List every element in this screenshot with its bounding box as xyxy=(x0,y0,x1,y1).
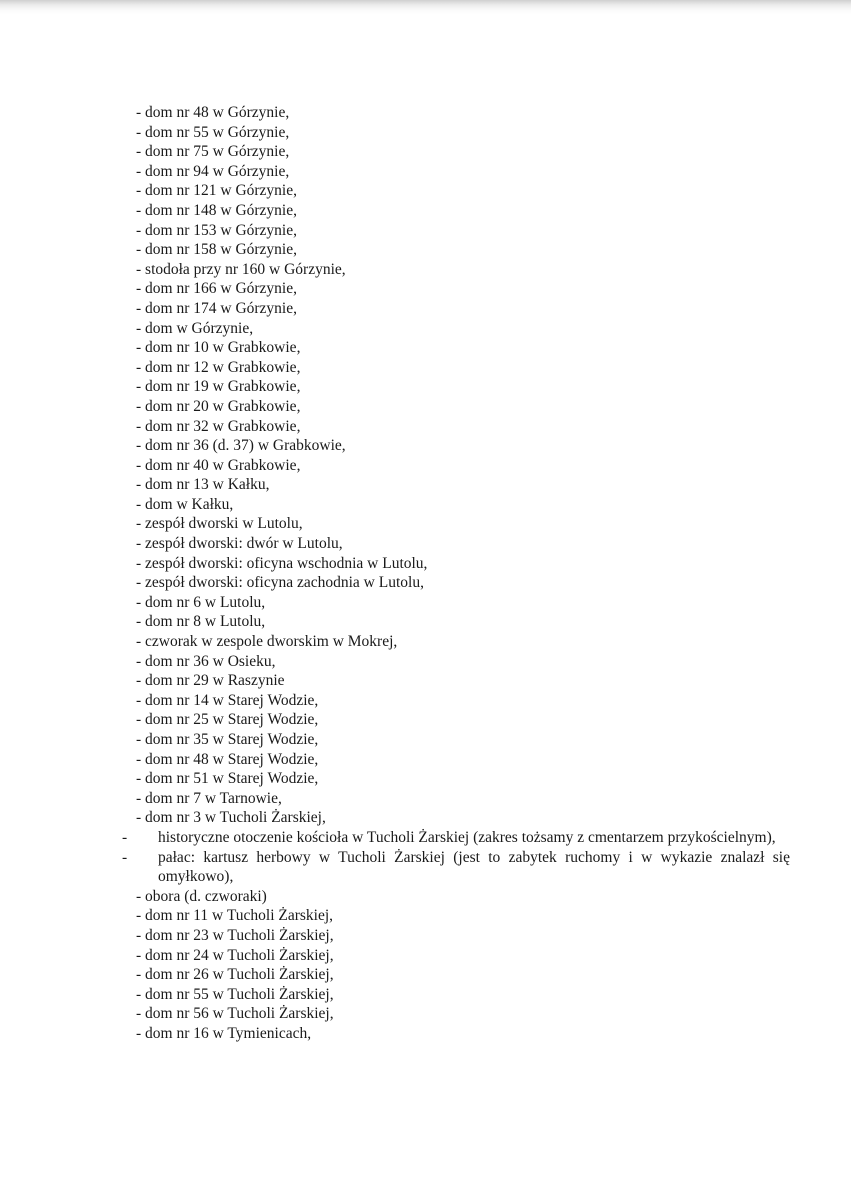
list-item: - dom nr 11 w Tucholi Żarskiej, xyxy=(136,907,334,925)
scan-top-edge xyxy=(0,0,851,14)
list-item: - czworak w zespole dworskim w Mokrej, xyxy=(136,633,398,651)
list-item-wrapped xyxy=(122,848,790,887)
list-item: - dom nr 14 w Starej Wodzie, xyxy=(136,691,319,709)
list-dash: - xyxy=(122,828,128,846)
list-item: - dom nr 36 w Osieku, xyxy=(136,652,276,670)
list-item: - dom nr 13 w Kałku, xyxy=(136,476,270,494)
list-item: - dom nr 35 w Starej Wodzie, xyxy=(136,731,319,748)
list-item: - dom nr 36 (d. 37) w Grabkowie, xyxy=(136,437,346,455)
list-item-text: pałac: kartusz herbowy w Tucholi Żarskiej (jest to zabytek ruchomy i w wykazie znalazł się omyłkowo), xyxy=(158,848,790,886)
list-item: - zespół dworski w Lutolu, xyxy=(136,515,303,533)
list-item: - dom nr 16 w Tymienicach, xyxy=(136,1024,312,1042)
list-item: - dom w Kałku, xyxy=(136,495,234,513)
list-item: - dom nr 8 w Lutolu, xyxy=(136,613,266,631)
list-item: - dom nr 25 w Starej Wodzie, xyxy=(136,711,319,729)
monument-list xyxy=(122,103,790,1044)
list-item: - zespół dworski: oficyna zachodnia w Lutolu, xyxy=(136,574,424,592)
list-item: - dom nr 6 w Lutolu, xyxy=(136,593,266,611)
list-item: - dom nr 10 w Grabkowie, xyxy=(136,339,301,357)
list-item: - dom nr 174 w Górzynie, xyxy=(136,299,297,317)
list-item: - dom nr 29 w Raszynie xyxy=(136,672,285,690)
list-item: - dom nr 148 w Górzynie, xyxy=(136,201,297,219)
list-item: - dom nr 12 w Grabkowie, xyxy=(136,358,301,376)
list-item: - dom nr 166 w Górzynie, xyxy=(136,280,297,298)
list-item: - dom nr 94 w Górzynie, xyxy=(136,162,290,180)
list-item: - dom nr 56 w Tucholi Żarskiej, xyxy=(136,1005,334,1023)
list-item: - dom nr 158 w Górzynie, xyxy=(136,241,297,259)
list-item-wrapped xyxy=(122,828,790,848)
list-item: - dom nr 3 w Tucholi Żarskiej, xyxy=(136,809,326,827)
list-item: - zespół dworski: dwór w Lutolu, xyxy=(136,535,343,553)
list-item: - stodoła przy nr 160 w Górzynie, xyxy=(136,260,346,278)
list-item: - obora (d. czworaki) xyxy=(136,887,267,905)
list-item: - dom nr 23 w Tucholi Żarskiej, xyxy=(136,926,334,944)
list-item: - dom w Górzynie, xyxy=(136,319,254,337)
list-item: - dom nr 51 w Starej Wodzie, xyxy=(136,770,319,788)
list-item: - dom nr 26 w Tucholi Żarskiej, xyxy=(136,966,334,984)
list-item-text: historyczne otoczenie kościoła w Tucholi Żarskiej (zakres tożsamy z cmentarzem przykościelnym), xyxy=(158,828,776,846)
list-item: - dom nr 24 w Tucholi Żarskiej, xyxy=(136,946,334,964)
list-item: - dom nr 153 w Górzynie, xyxy=(136,221,297,239)
list-item: - dom nr 55 w Tucholi Żarskiej, xyxy=(136,985,334,1003)
list-item: - dom nr 7 w Tarnowie, xyxy=(136,789,282,807)
list-item: - dom nr 20 w Grabkowie, xyxy=(136,397,301,415)
list-item: - dom nr 48 w Starej Wodzie, xyxy=(136,750,319,768)
list-item: - dom nr 32 w Grabkowie, xyxy=(136,417,301,435)
list-item: - dom nr 75 w Górzynie, xyxy=(136,143,290,161)
list-item: - zespół dworski: oficyna wschodnia w Lutolu, xyxy=(136,554,428,572)
list-item: - dom nr 19 w Grabkowie, xyxy=(136,378,301,396)
list-dash: - xyxy=(122,848,128,866)
list-item: - dom nr 55 w Górzynie, xyxy=(136,123,290,141)
list-item: - dom nr 40 w Grabkowie, xyxy=(136,456,301,474)
list-item: - dom nr 48 w Górzynie, xyxy=(136,104,290,121)
list-item: - dom nr 121 w Górzynie, xyxy=(136,182,297,200)
